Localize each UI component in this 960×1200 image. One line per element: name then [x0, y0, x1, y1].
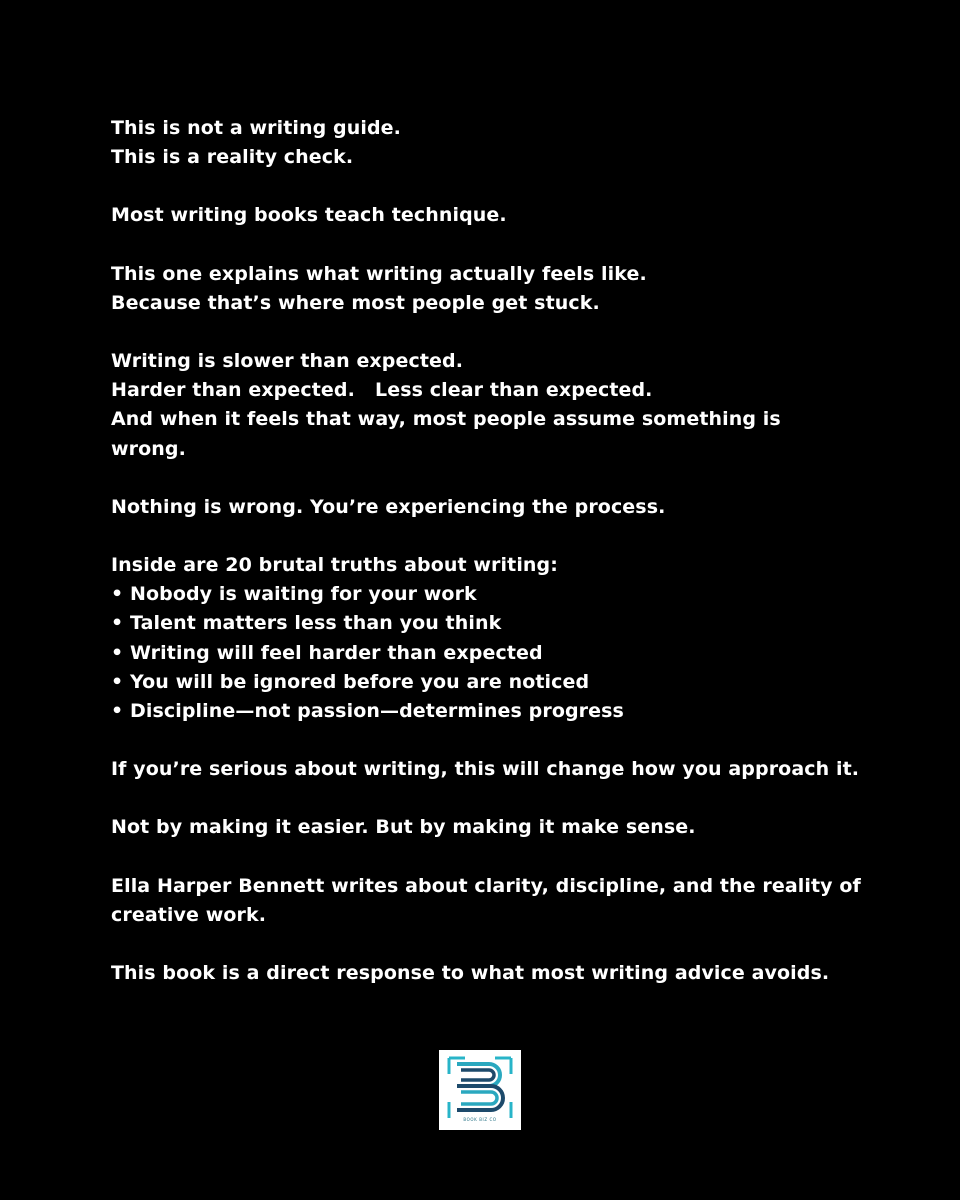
- paragraph-gap: [111, 726, 911, 755]
- paragraph-gap: [111, 843, 911, 872]
- text-line: Nothing is wrong. You’re experiencing the process.: [111, 495, 666, 518]
- paragraph-gap: [111, 784, 911, 813]
- bullet-item: • Discipline—not passion—determines progress: [111, 700, 624, 723]
- text-line: Most writing books teach technique.: [111, 204, 507, 227]
- text-line: Ella Harper Bennett writes about clarity, discipline, and the reality of: [111, 874, 861, 897]
- text-line: creative work.: [111, 903, 267, 926]
- text-line: This one explains what writing actually feels like.: [111, 262, 647, 285]
- text-line: This is not a writing guide.: [111, 117, 401, 139]
- text-line: And when it feels that way, most people assume something is: [111, 408, 781, 431]
- body-text: [111, 114, 911, 988]
- paragraph-gap: [111, 522, 911, 551]
- paragraph-gap: [111, 318, 911, 347]
- paragraph-gap: [111, 231, 911, 260]
- text-line: Because that’s where most people get stuck.: [111, 291, 600, 314]
- bullet-item: • Writing will feel harder than expected: [111, 641, 543, 664]
- text-line: Harder than expected. Less clear than expected.: [111, 379, 653, 402]
- paragraph-gap: [111, 464, 911, 493]
- bullet-item: • You will be ignored before you are noticed: [111, 670, 590, 693]
- text-line: Not by making it easier. But by making it make sense.: [111, 816, 696, 839]
- text-line: wrong.: [111, 437, 186, 460]
- paragraph-gap: [111, 930, 911, 959]
- text-line: This book is a direct response to what most writing advice avoids.: [111, 962, 830, 985]
- bullet-item: • Nobody is waiting for your work: [111, 583, 477, 606]
- bullet-item: • Talent matters less than you think: [111, 612, 502, 635]
- text-line: Inside are 20 brutal truths about writing:: [111, 554, 558, 577]
- paragraph-gap: [111, 172, 911, 201]
- text-line: This is a reality check.: [111, 146, 354, 169]
- text-line: If you’re serious about writing, this will change how you approach it.: [111, 758, 860, 781]
- text-line: Writing is slower than expected.: [111, 350, 464, 373]
- logo-text: BOOK BIZ CO: [463, 1117, 497, 1122]
- book-biz-co-logo: [439, 1050, 521, 1130]
